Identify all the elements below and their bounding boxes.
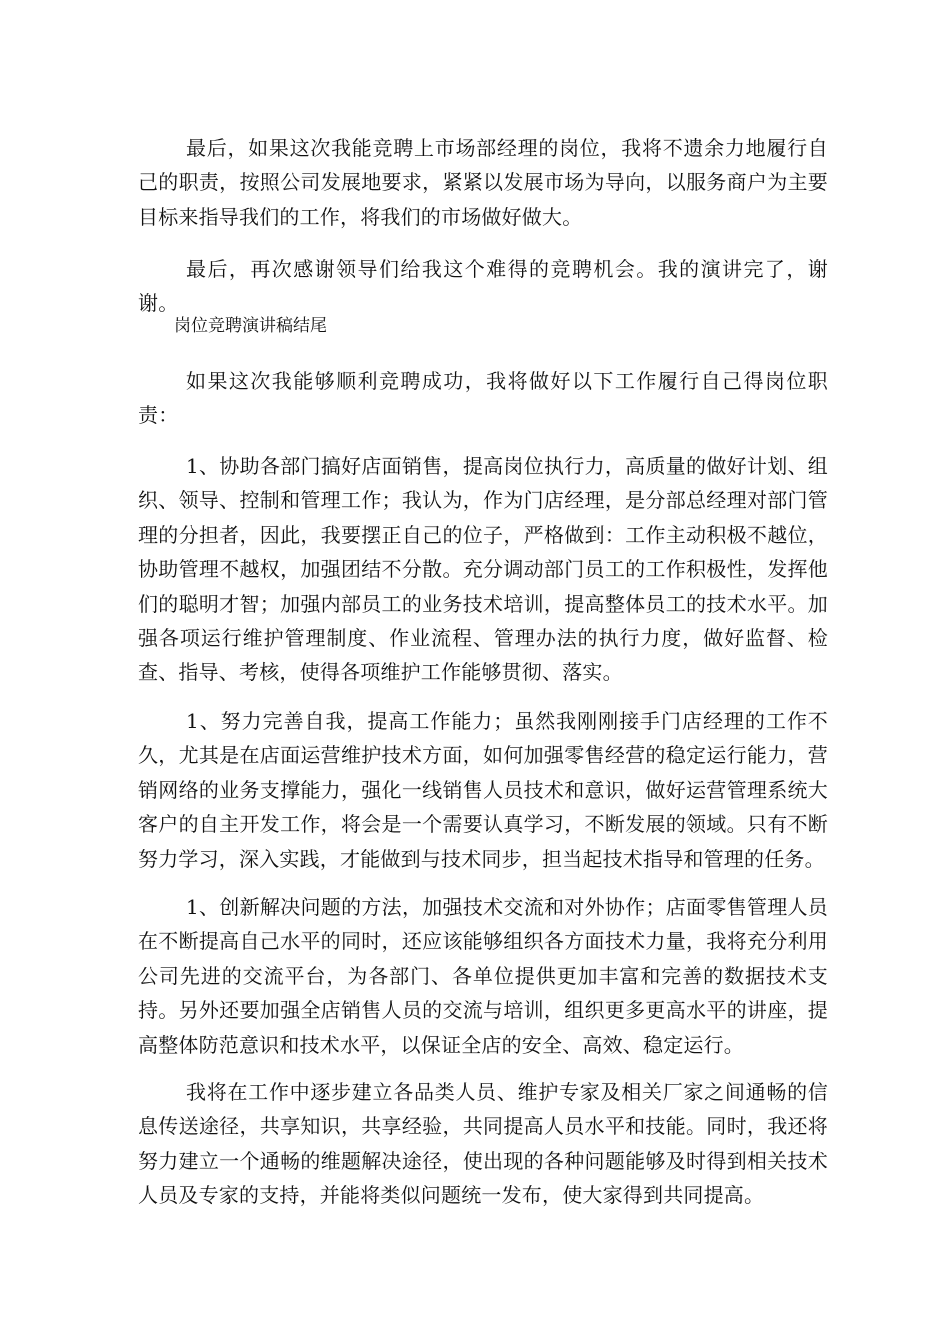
section-heading: 岗位竞聘演讲稿结尾 bbox=[174, 316, 327, 336]
paragraph-duty-assist-sales: 1、协助各部门搞好店面销售，提高岗位执行力，高质量的做好计划、组织、领导、控制和管理工作；我认为，作为门店经理，是分部总经理对部门管理的分担者，因此，我要摆正自己的位子，严格做到：工作主动积极不越位，协助管理不越权，加强团结不分散。充分调动部门员工的工作积极性，发挥他们的聪明才智；加强内部员工的业务技术培训，提高整体员工的技术水平。加强各项运行维护管理制度、作业流程、管理办法的执行力度，做好监督、检查、指导、考核，使得各项维护工作能够贯彻、落实。 bbox=[138, 454, 828, 685]
paragraph-duty-innovation: 1、创新解决问题的方法，加强技术交流和对外协作；店面零售管理人员在不断提高自己水平的同时，还应该能够组织各方面技术力量，我将充分利用公司先进的交流平台，为各部门、各单位提供更加丰富和完善的数据技术支持。另外还要加强全店销售人员的交流与培训，组织更多更高水平的讲座，提高整体防范意识和技术水平，以保证全店的安全、高效、稳定运行。 bbox=[138, 895, 828, 1057]
paragraph-thanks: 最后，再次感谢领导们给我这个难得的竞聘机会。我的演讲完了，谢谢。 bbox=[138, 257, 828, 316]
paragraph-communication-channels: 我将在工作中逐步建立各品类人员、维护专家及相关厂家之间通畅的信息传送途径，共享知识，共享经验，共同提高人员水平和技能。同时，我还将努力建立一个通畅的维题解决途径，使出现的各种问题能够及时得到相关技术人员及专家的支持，并能将类似问题统一发布，使大家得到共同提高。 bbox=[138, 1080, 828, 1208]
paragraph-intro-duties: 如果这次我能够顺利竞聘成功，我将做好以下工作履行自己得岗位职责： bbox=[138, 369, 828, 428]
paragraph-duty-self-improvement: 1、努力完善自我，提高工作能力；虽然我刚刚接手门店经理的工作不久，尤其是在店面运营维护技术方面，如何加强零售经营的稳定运行能力，营销网络的业务支撑能力，强化一线销售人员技术和意识，做好运营管理系统大客户的自主开发工作，将会是一个需要认真学习，不断发展的领域。只有不断努力学习，深入实践，才能做到与技术同步，担当起技术指导和管理的任务。 bbox=[138, 709, 828, 871]
paragraph-closing-commitment: 最后，如果这次我能竞聘上市场部经理的岗位，我将不遗余力地履行自己的职责，按照公司发展地要求，紧紧以发展市场为导向，以服务商户为主要目标来指导我们的工作，将我们的市场做好做大。 bbox=[138, 136, 828, 229]
